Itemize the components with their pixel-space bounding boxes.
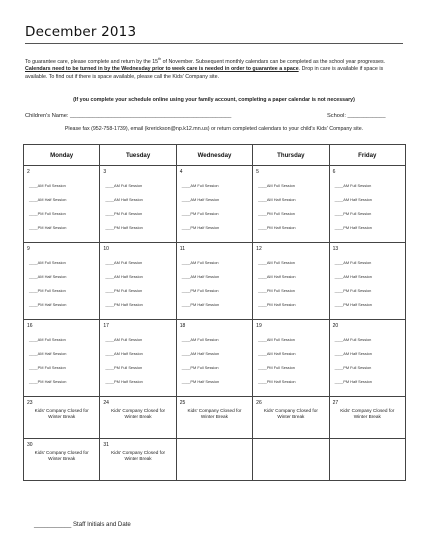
session-am-half[interactable]: ____AM Half Session [334,197,372,202]
childrens-name-field[interactable]: Children's Name: ___________________________________________________ [25,113,232,119]
session-am-half[interactable]: ____AM Half Session [258,197,296,202]
session-am-half[interactable]: ____AM Half Session [258,351,296,356]
instructions-superscript: th [158,57,162,61]
closed-notice-line-2: Winter Break [48,456,76,462]
header-monday: Monday [24,145,100,166]
session-pm-half[interactable]: ____PM Half Session [334,302,372,307]
closed-notice-line-1: Kids' Company Closed for [263,408,318,413]
session-pm-half[interactable]: ____PM Half Session [105,225,143,230]
closed-notice-line-2: Winter Break [124,414,152,420]
session-pm-full[interactable]: ____PM Full Session [258,288,295,293]
day-number: 26 [256,400,262,406]
header-friday: Friday [329,145,405,166]
session-am-half[interactable]: ____AM Half Session [105,197,143,202]
day-cell [176,166,252,243]
staff-initials-line[interactable]: ___________ Staff Initials and Date [34,521,131,528]
day-cell [176,397,252,439]
day-number: 25 [179,400,186,406]
day-cell [329,243,405,320]
closed-notice-line-1: Kids' Company Closed for [34,408,89,413]
day-number: 10 [103,246,109,252]
day-cell [100,439,176,481]
day-number: 11 [179,246,185,252]
header-wednesday: Wednesday [176,145,252,166]
day-number: 27 [332,400,339,406]
session-pm-half[interactable]: ____PM Half Session [181,379,220,384]
closed-notice-line-1: Kids' Company Closed for [187,408,242,413]
day-cell [176,243,252,320]
session-am-full[interactable]: ____AM Full Session [29,260,66,265]
session-pm-full[interactable]: ____PM Full Session [29,211,66,216]
day-cell [100,320,176,397]
day-number: 30 [27,442,33,448]
contact-instructions: Please fax (952-758-1739), email (krerickson@np.k12.mn.us) or return completed calendars to your child's Kids' Company site. [64,126,364,132]
session-pm-full[interactable]: ____PM Full Session [334,365,372,370]
session-pm-full[interactable]: ____PM Full Session [105,211,143,216]
day-number: 23 [27,400,33,406]
session-am-full[interactable]: ____AM Full Session [181,337,219,342]
session-am-full[interactable]: ____AM Full Session [181,260,219,265]
session-am-half[interactable]: ____AM Half Session [105,274,143,279]
closed-notice-line-1: Kids' Company Closed for [111,408,166,413]
session-pm-half[interactable]: ____PM Half Session [334,379,372,384]
session-pm-half[interactable]: ____PM Half Session [258,302,296,307]
day-number: 18 [179,323,186,329]
session-am-full[interactable]: ____AM Full Session [258,337,295,342]
session-am-full[interactable]: ____AM Full Session [29,183,66,188]
session-pm-full[interactable]: ____PM Full Session [334,288,372,293]
day-number: 19 [256,323,262,329]
day-number: 12 [256,246,262,252]
session-am-full[interactable]: ____AM Full Session [105,183,143,188]
session-am-full[interactable]: ____AM Full Session [105,337,143,342]
closed-notice-line-2: Winter Break [353,414,381,420]
closed-notice-line-2: Winter Break [277,414,305,420]
title-rule [25,43,403,44]
day-cell [176,320,252,397]
session-pm-half[interactable]: ____PM Half Session [258,379,296,384]
session-pm-full[interactable]: ____PM Full Session [258,211,295,216]
closed-notice-line-2: Winter Break [48,414,76,420]
day-cell [329,320,405,397]
day-number: 24 [103,400,109,406]
week-row-4 [24,397,406,439]
day-cell [24,320,100,397]
session-pm-half[interactable]: ____PM Half Session [29,302,67,307]
session-pm-half[interactable]: ____PM Half Session [334,225,372,230]
session-am-half[interactable]: ____AM Half Session [181,197,220,202]
session-am-full[interactable]: ____AM Full Session [105,260,143,265]
closed-notice [253,408,328,420]
closed-notice [24,450,99,462]
day-number: 2 [27,169,30,175]
closed-notice-line-2: Winter Break [200,414,229,420]
header-thursday: Thursday [253,145,329,166]
session-am-half[interactable]: ____AM Half Session [334,351,372,356]
session-am-full[interactable]: ____AM Full Session [334,183,372,188]
weekday-header-row [24,145,406,166]
session-pm-full[interactable]: ____PM Full Session [258,365,295,370]
closed-notice [100,450,175,462]
session-am-half[interactable]: ____AM Half Session [181,274,220,279]
day-cell [100,243,176,320]
week-row-1 [24,166,406,243]
week-row-2 [24,243,406,320]
session-pm-full[interactable]: ____PM Full Session [29,288,66,293]
session-pm-full[interactable]: ____PM Full Session [29,365,66,370]
session-pm-half[interactable]: ____PM Half Session [181,302,220,307]
session-pm-full[interactable]: ____PM Full Session [181,211,219,216]
day-number: 9 [27,246,30,252]
instructions-text-3: . Drop in care is available if space is available. To find out if there is space available, please call the Kids' Company site. [25,66,384,80]
closed-notice [24,408,99,420]
session-pm-full[interactable]: ____PM Full Session [181,288,219,293]
closed-notice [330,408,405,420]
instructions-text-2: of November. Subsequent monthly calendars can be completed as the school year progresses. [161,58,386,65]
session-am-half[interactable]: ____AM Half Session [334,274,372,279]
day-cell [253,320,329,397]
session-pm-half[interactable]: ____PM Half Session [181,225,220,230]
session-am-half[interactable]: ____AM Half Session [105,351,143,356]
session-am-full[interactable]: ____AM Full Session [334,337,372,342]
school-field[interactable]: School: ____________ [327,113,386,119]
week-row-3 [24,320,406,397]
closed-notice-line-1: Kids' Company Closed for [111,450,166,455]
week-row-5 [24,439,406,481]
empty-cell [253,439,329,481]
instructions-text-1: To guarantee care, please complete and return by the 15 [25,58,159,65]
day-number: 13 [332,246,339,252]
session-am-half[interactable]: ____AM Half Session [29,351,67,356]
day-cell [253,166,329,243]
day-number: 4 [179,169,183,175]
instructions-paragraph [25,56,405,81]
session-pm-half[interactable]: ____PM Half Session [29,379,67,384]
day-cell [100,166,176,243]
calendar-table [23,144,406,481]
day-cell [253,243,329,320]
day-number: 20 [332,323,339,329]
day-number: 6 [332,169,336,175]
empty-cell [176,439,252,481]
session-am-full[interactable]: ____AM Full Session [258,260,295,265]
session-pm-full[interactable]: ____PM Full Session [105,365,143,370]
closed-notice-line-1: Kids' Company Closed for [34,450,89,455]
day-cell [24,397,100,439]
header-tuesday: Tuesday [100,145,176,166]
session-am-half[interactable]: ____AM Half Session [181,351,220,356]
online-note: (If you complete your schedule online using your family account, completing a paper calendar is not necessary) [73,97,355,103]
day-cell [24,439,100,481]
session-am-full[interactable]: ____AM Full Session [29,337,66,342]
session-am-half[interactable]: ____AM Half Session [258,274,296,279]
day-cell [24,243,100,320]
session-pm-full[interactable]: ____PM Full Session [181,365,219,370]
day-cell [253,397,329,439]
session-pm-full[interactable]: ____PM Full Session [334,211,372,216]
closed-notice-line-1: Kids' Company Closed for [340,408,395,413]
day-number: 5 [256,169,259,175]
session-pm-half[interactable]: ____PM Half Session [29,225,67,230]
page-title: December 2013 [25,24,137,40]
closed-notice-line-2: Winter Break [124,456,152,462]
day-cell [329,166,405,243]
closed-notice [100,408,175,420]
empty-cell [329,439,405,481]
day-number: 3 [103,169,107,175]
day-number: 17 [103,323,109,329]
session-pm-half[interactable]: ____PM Half Session [105,302,143,307]
session-am-full[interactable]: ____AM Full Session [334,260,372,265]
day-number: 16 [27,323,33,329]
day-cell [100,397,176,439]
session-pm-half[interactable]: ____PM Half Session [258,225,296,230]
session-am-half[interactable]: ____AM Half Session [29,274,67,279]
closed-notice [177,408,252,420]
day-cell [329,397,405,439]
day-cell [24,166,100,243]
deadline-notice: Calendars need to be turned in by the Wednesday prior to week care is needed in order to guarantee a space [25,66,299,73]
session-pm-half[interactable]: ____PM Half Session [105,379,143,384]
session-am-full[interactable]: ____AM Full Session [181,183,219,188]
names-row [25,113,403,121]
day-number: 31 [103,442,109,448]
session-am-full[interactable]: ____AM Full Session [258,183,295,188]
session-pm-full[interactable]: ____PM Full Session [105,288,143,293]
session-am-half[interactable]: ____AM Half Session [29,197,67,202]
